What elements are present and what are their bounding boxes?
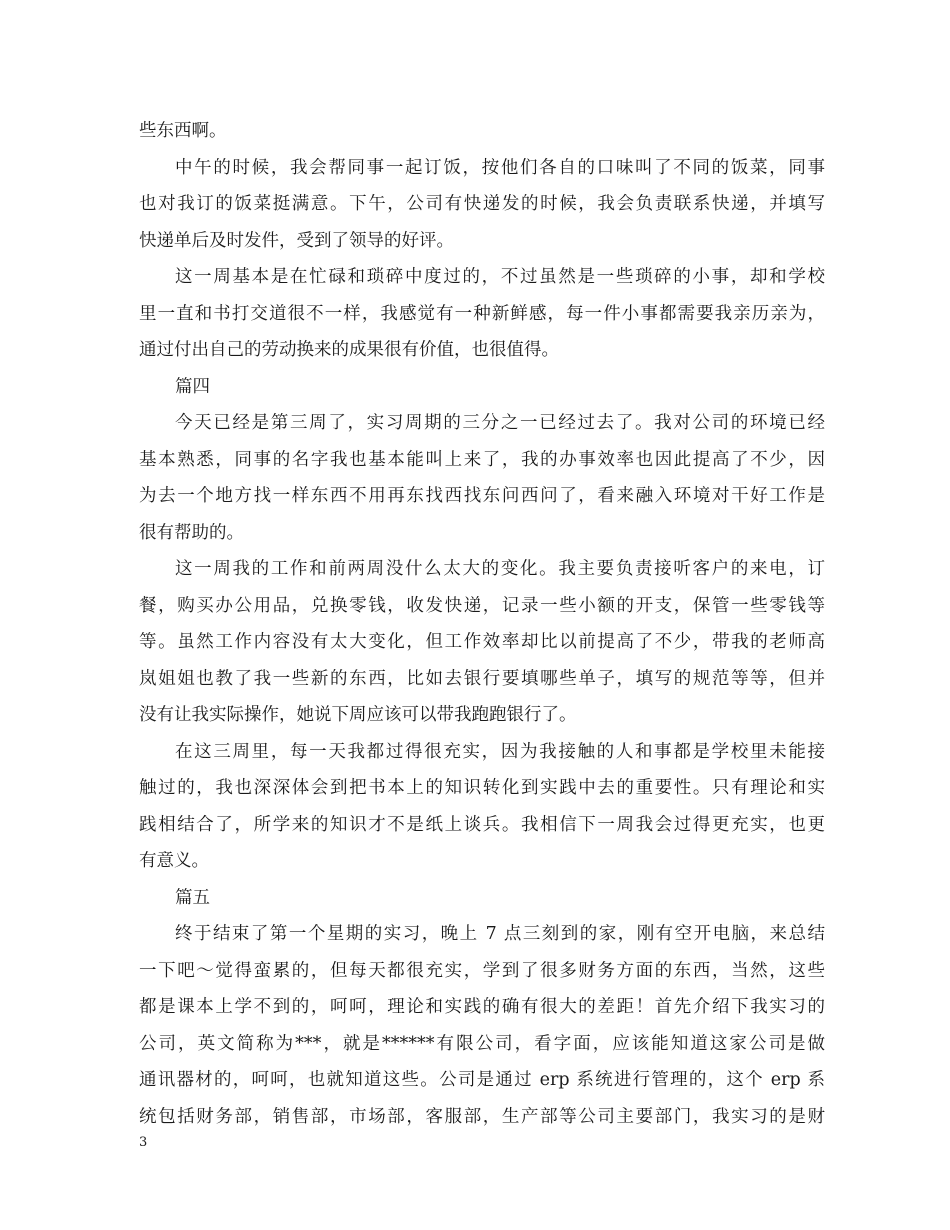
text-line: 中午的时候，我会帮同事一起订饭，按他们各自的口味叫了不同的饭菜，同事 <box>175 157 825 178</box>
text-line: 基本熟悉，同事的名字我也基本能叫上来了，我的办事效率也因此提高了不少，因 <box>139 449 825 470</box>
text-line: 也对我订的饭菜挺满意。下午，公司有快递发的时候，我会负责联系快递，并填写 <box>139 194 825 214</box>
text-line: 触过的，我也深深体会到把书本上的知识转化到实践中去的重要性。只有理论和实 <box>139 778 825 798</box>
text-line: 没有让我实际操作，她说下周应该可以带我跑跑银行了。 <box>139 705 577 725</box>
text-line: 这一周我的工作和前两周没什么太大的变化。我主要负责接听客户的来电，订 <box>175 559 825 579</box>
text-line: 通讯器材的，呵呵，也就知道这些。公司是通过 erp 系统进行管理的，这个 erp 系 <box>139 1070 825 1090</box>
text-line: 终于结束了第一个星期的实习，晚上 7 点三刻到的家，刚有空开电脑，来总结 <box>175 924 825 944</box>
text-line: 快递单后及时发件，受到了领导的好评。 <box>139 230 454 251</box>
text-line: 里一直和书打交道很不一样，我感觉有一种新鲜感，每一件小事都需要我亲历亲为， <box>139 303 825 324</box>
text-line: 今天已经是第三周了，实习周期的三分之一已经过去了。我对公司的环境已经 <box>175 413 825 433</box>
page-number: 3 <box>139 1135 148 1150</box>
text-line: 统包括财务部，销售部，市场部，客服部，生产部等公司主要部门，我实习的是财 <box>139 1106 825 1127</box>
text-line: 通过付出自己的劳动换来的成果很有价值，也很值得。 <box>139 340 559 360</box>
text-line: 为去一个地方找一样东西不用再东找西找东问西问了，看来融入环境对干好工作是 <box>139 486 825 506</box>
text-line: 这一周基本是在忙碌和琐碎中度过的，不过虽然是一些琐碎的小事，却和学校 <box>175 267 825 287</box>
text-line: 有意义。 <box>139 851 209 871</box>
text-line: 在这三周里，每一天我都过得很充实，因为我接触的人和事都是学校里未能接 <box>175 741 825 762</box>
text-line: 岚姐姐也教了我一些新的东西，比如去银行要填哪些单子，填写的规范等等，但并 <box>139 668 825 689</box>
text-line: 一下吧～觉得蛮累的，但每天都很充实，学到了很多财务方面的东西，当然，这些 <box>139 960 825 981</box>
document-body <box>139 113 825 1135</box>
text-line: 篇五 <box>175 887 210 908</box>
text-line: 践相结合了，所学来的知识才不是纸上谈兵。我相信下一周我会过得更充实，也更 <box>139 814 825 835</box>
text-line: 公司，英文简称为***，就是******有限公司，看字面，应该能知道这家公司是做 <box>139 1033 825 1054</box>
text-line: 都是课本上学不到的，呵呵，理论和实践的确有很大的差距！首先介绍下我实习的 <box>139 997 825 1017</box>
text-line: 餐，购买办公用品，兑换零钱，收发快递，记录一些小额的开支，保管一些零钱等 <box>139 595 825 616</box>
text-line: 些东西啊。 <box>139 121 227 141</box>
text-line: 篇四 <box>175 376 210 397</box>
text-line: 很有帮助的。 <box>139 522 244 543</box>
text-line: 等。虽然工作内容没有太大变化，但工作效率却比以前提高了不少，带我的老师高 <box>139 632 825 652</box>
